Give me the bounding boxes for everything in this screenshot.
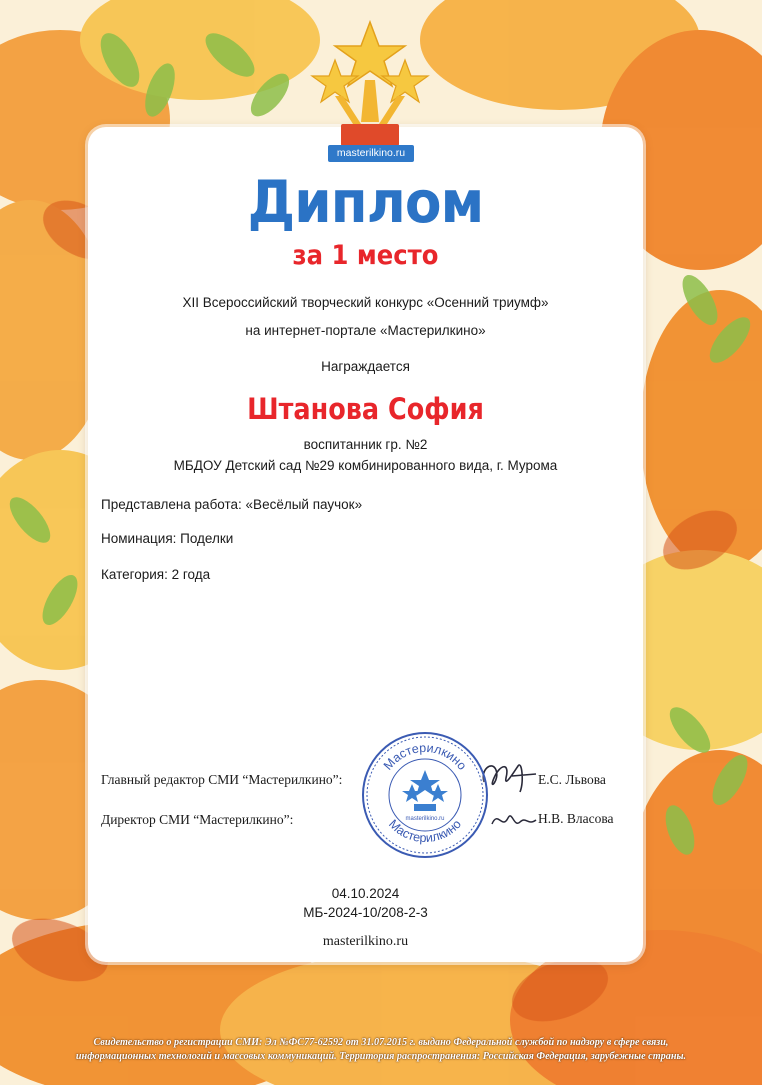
editor-name: Е.С. Львова	[538, 772, 606, 787]
place-subtitle: за 1 место	[292, 240, 439, 271]
recipient-org: МБДОУ Детский сад №29 комбинированного вида, г. Мурома	[173, 458, 558, 473]
seal-stamp-icon	[360, 730, 490, 860]
registration-footer	[20, 1036, 742, 1064]
diploma-title: Диплом	[247, 168, 484, 236]
category-field: Категория: 2 года	[101, 567, 211, 582]
seal-top-text: Мастерилкино	[380, 740, 470, 773]
recipient-name: Штанова София	[247, 392, 484, 426]
nomination-field: Номинация: Поделки	[101, 531, 234, 546]
awarded-label: Награждается	[321, 359, 410, 374]
work-field: Представлена работа: «Весёлый паучок»	[101, 497, 363, 512]
contest-line: XII Всероссийский творческий конкурс «Осенний триумф»	[182, 295, 549, 310]
issue-date: 04.10.2024	[331, 886, 400, 901]
document-number: МБ-2024-10/208-2-3	[303, 905, 428, 920]
seal-bottom-text: Мастерилкино	[386, 816, 464, 846]
portal-line: на интернет-портале «Мастерилкино»	[245, 323, 486, 338]
seal-small-text: masterilkino.ru	[405, 816, 445, 822]
editor-role: Главный редактор СМИ “Мастерилкино”:	[101, 772, 343, 787]
director-role: Директор СМИ “Мастерилкино”:	[101, 812, 294, 827]
site-badge[interactable]: masterilkino.ru	[328, 145, 414, 162]
registration-line-2: информационных технологий и массовых коммуникаций. Территория распространения: Российская Федерация, зарубежные страны.	[75, 1051, 687, 1062]
registration-line-1: Свидетельство о регистрации СМИ: Эл №ФС77-62592 от 31.07.2015 г. выдано Федеральной службой по надзору в сфере связи,	[93, 1037, 669, 1048]
director-signature-icon	[488, 804, 540, 836]
director-name: Н.В. Власова	[538, 811, 614, 826]
site-url[interactable]: masterilkino.ru	[322, 934, 409, 949]
recipient-group: воспитанник гр. №2	[303, 437, 428, 452]
